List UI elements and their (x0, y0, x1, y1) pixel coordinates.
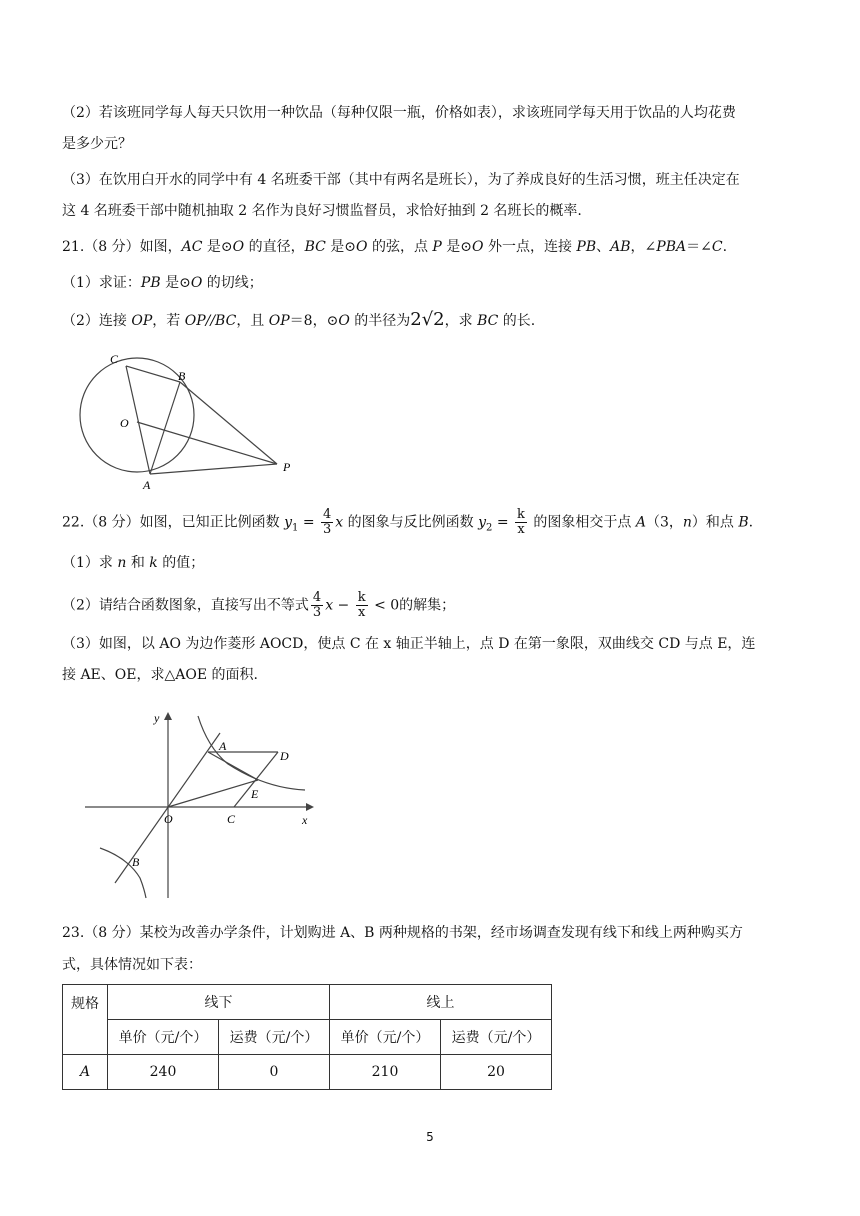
page-number: 5 (426, 1130, 434, 1144)
q20-part2-line1: （2）若该班同学每人每天只饮用一种饮品（每种仅限一瓶，价格如表），求该班同学每天用于饮品的人均花费 (62, 105, 736, 121)
q20-part3-line2: 这 4 名班委干部中随机抽取 2 名作为良好习惯监督员，求恰好抽到 2 名班长的概率. (62, 203, 582, 219)
row-online-shipping: 20 (441, 1055, 552, 1090)
q21-part1: （1）求证：PB 是⊙O 的切线； (62, 275, 263, 291)
label-p: P (283, 460, 291, 474)
label-b: B (178, 369, 186, 383)
segment-bp (180, 382, 277, 464)
label-x: x (302, 813, 308, 827)
header-online: 线上 (330, 985, 552, 1020)
q22-part3-line1: （3）如图，以 AO 为边作菱形 AOCD，使点 C 在 x 轴正半轴上，点 D 在第一象限，双曲线交 CD 与点 E，连 (62, 636, 756, 652)
row-offline-shipping: 0 (219, 1055, 330, 1090)
q22-part3-line2: 接 AE、OE，求△AOE 的面积. (62, 667, 258, 683)
fraction-4-3: $\frac{4}{3}$ (323, 507, 332, 537)
hyperbola-upper (198, 716, 305, 790)
q21-part2: （2）连接 OP，若 OP//BC，且 OP＝8，⊙O 的半径为2√2，求 BC 的长. (62, 309, 536, 330)
q23-line1: 23.（8 分）某校为改善办学条件，计划购进 A、B 两种规格的书架，经市场调查发现有线下和线上两种购买方 (62, 925, 743, 941)
q22-part2: （2）请结合函数图象，直接写出不等式 $\frac{4}{3}$ x − $\frac{k}{x}$ < 0的解集； (62, 590, 456, 620)
subheader-offline-price: 单价（元/个） (108, 1020, 219, 1055)
segment-op (137, 422, 277, 464)
subheader-online-shipping: 运费（元/个） (441, 1020, 552, 1055)
label-e: E (251, 787, 259, 801)
label-c: C (110, 352, 119, 366)
q23-price-table (62, 984, 552, 1090)
header-offline: 线下 (108, 985, 330, 1020)
q22-coordinate-figure (80, 708, 320, 903)
q20-part2-line2: 是多少元？ (62, 136, 132, 152)
row-offline-price: 240 (108, 1055, 219, 1090)
row-spec: A (63, 1055, 108, 1090)
segment-ba (150, 382, 180, 474)
subheader-offline-shipping: 运费（元/个） (219, 1020, 330, 1055)
label-y: y (154, 711, 160, 725)
q21-circle-figure (70, 345, 310, 495)
label-o: O (164, 812, 173, 826)
label-b: B (132, 855, 140, 869)
q20-part3-line1: （3）在饮用白开水的同学中有 4 名班委干部（其中有两名是班长），为了养成良好的生活习惯，班主任决定在 (62, 172, 740, 188)
segment-ca (126, 366, 150, 474)
y-axis-arrow-icon (164, 712, 172, 720)
segment-ae (208, 752, 258, 780)
subheader-online-price: 单价（元/个） (330, 1020, 441, 1055)
x-axis-arrow-icon (306, 803, 314, 811)
segment-cb (126, 366, 180, 382)
label-c: C (227, 812, 236, 826)
label-a: A (143, 478, 151, 492)
fraction-4-3-ineq: $\frac{4}{3}$ (312, 590, 322, 620)
fraction-k-x-ineq: $\frac{k}{x}$ (357, 590, 366, 620)
row-online-price: 210 (330, 1055, 441, 1090)
table-row (63, 1055, 552, 1090)
q22-stem: 22.（8 分）如图，已知正比例函数 $y_1$ = $\frac{4}{3}$ x 的图象与反比例函数 $y_2$ = $\frac{k}{x}$ 的图象相交于点 A（3，n）和点 B. (62, 507, 754, 537)
segment-ap (150, 464, 277, 474)
q22-part1: （1）求 n 和 k 的值； (62, 555, 205, 571)
q23-line2: 式，具体情况如下表： (62, 957, 202, 973)
fraction-k-x: $\frac{k}{x}$ (517, 507, 525, 537)
q21-stem: 21.（8 分）如图，AC 是⊙O 的直径，BC 是⊙O 的弦，点 P 是⊙O 外一点，连接 PB、AB，∠PBA＝∠C. (62, 239, 728, 255)
label-a: A (219, 739, 227, 753)
label-d: D (280, 749, 289, 763)
label-o: O (120, 416, 129, 430)
header-spec: 规格 (63, 985, 108, 1055)
